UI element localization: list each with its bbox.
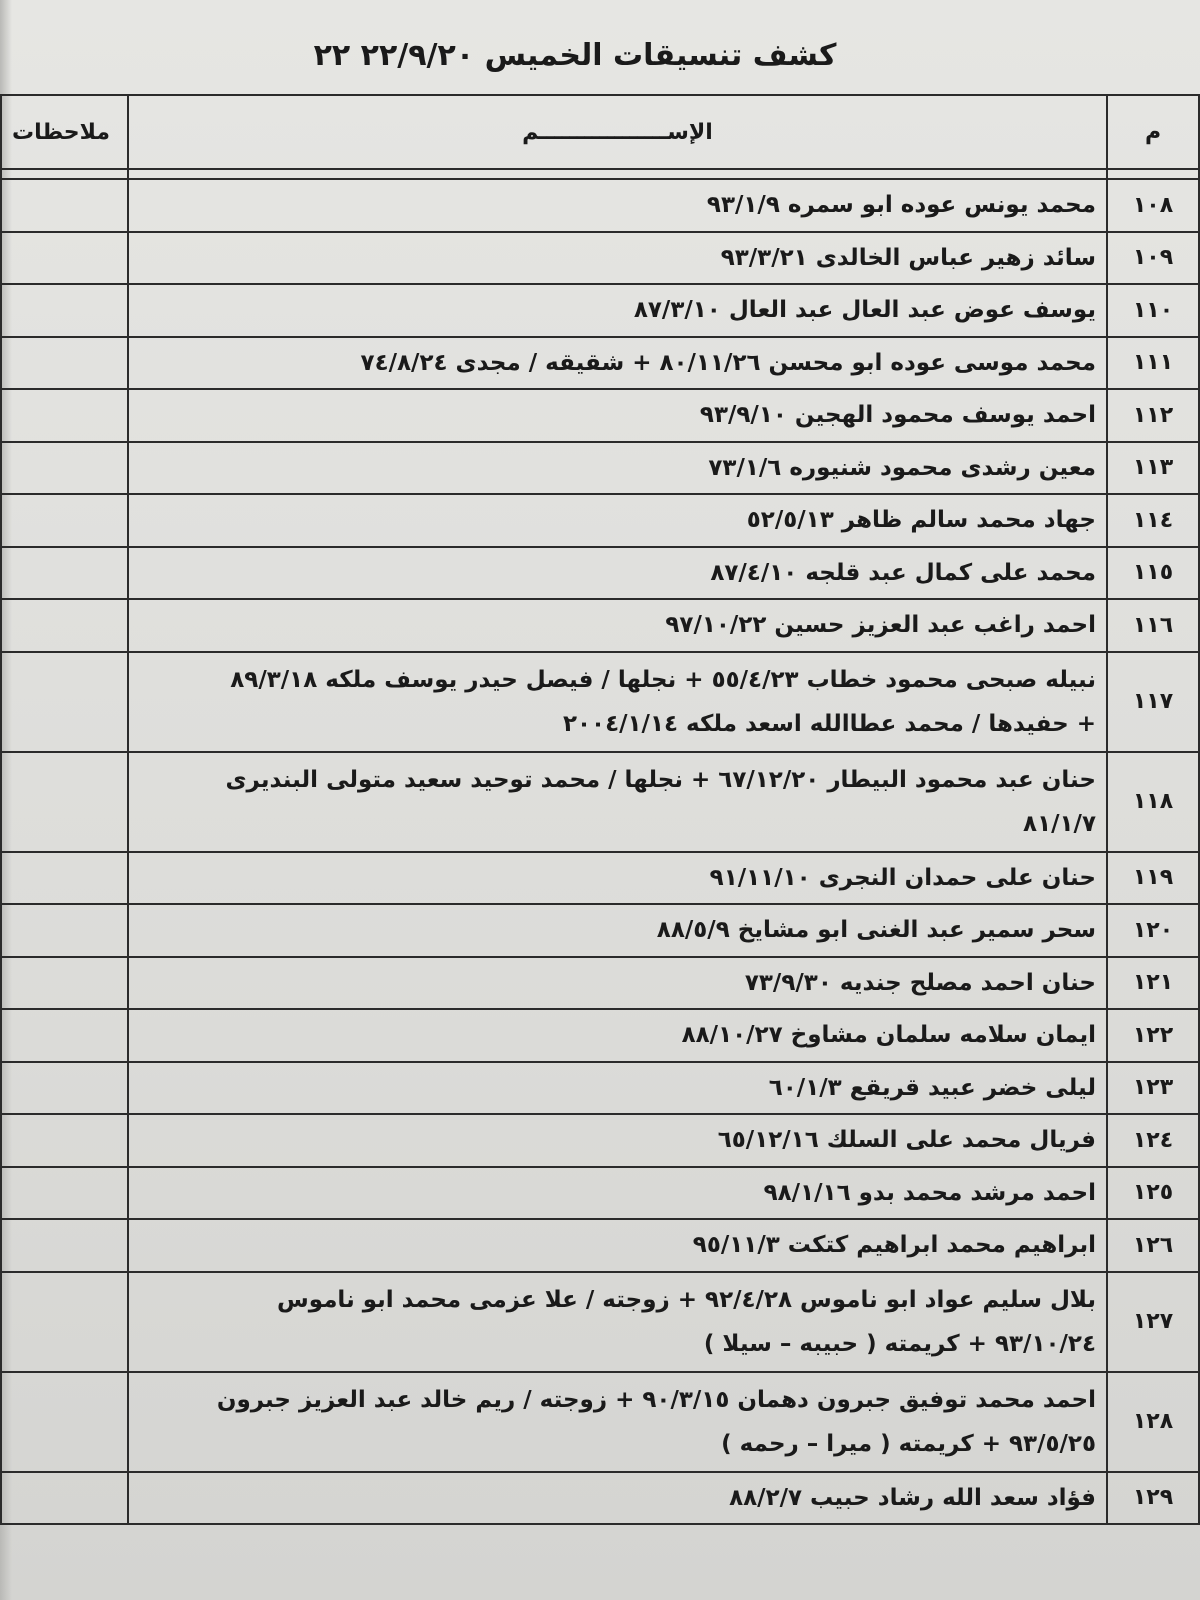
row-number: ١٢٠ xyxy=(1107,904,1199,957)
row-name: جهاد محمد سالم ظاهر ٥٢/٥/١٣ xyxy=(128,494,1107,547)
row-number: ١٢٨ xyxy=(1107,1372,1199,1472)
table-header-row xyxy=(1,95,1199,169)
row-number: ١١٥ xyxy=(1107,547,1199,600)
table-row xyxy=(1,232,1199,285)
row-notes xyxy=(1,1372,128,1472)
row-notes xyxy=(1,1472,128,1525)
table-row xyxy=(1,547,1199,600)
table-body xyxy=(1,179,1199,1524)
table-row xyxy=(1,1009,1199,1062)
table-row xyxy=(1,957,1199,1010)
row-name: فريال محمد على السلك ٦٥/١٢/١٦ xyxy=(128,1114,1107,1167)
table-row xyxy=(1,599,1199,652)
table-row xyxy=(1,1062,1199,1115)
header-gap-row xyxy=(1,169,1199,179)
row-name: ايمان سلامه سلمان مشاوخ ٨٨/١٠/٢٧ xyxy=(128,1009,1107,1062)
row-number: ١١٠ xyxy=(1107,284,1199,337)
row-name: احمد محمد توفيق جبرون دهمان ٩٠/٣/١٥ + زوجته / ريم خالد عبد العزيز جبرون ٩٣/٥/٢٥ + كريمته ( ميرا – رحمه ) xyxy=(128,1372,1107,1472)
row-notes xyxy=(1,232,128,285)
gap-cell xyxy=(1107,169,1199,179)
row-name: بلال سليم عواد ابو ناموس ٩٢/٤/٢٨ + زوجته / علا عزمى محمد ابو ناموس ٩٣/١٠/٢٤ + كريمته ( حبيبه – سيلا ) xyxy=(128,1272,1107,1372)
table-row xyxy=(1,179,1199,232)
gap-cell xyxy=(1,169,128,179)
row-number: ١٢٣ xyxy=(1107,1062,1199,1115)
row-notes xyxy=(1,1272,128,1372)
row-name: ابراهيم محمد ابراهيم كتكت ٩٥/١١/٣ xyxy=(128,1219,1107,1272)
row-notes xyxy=(1,337,128,390)
row-number: ١٠٩ xyxy=(1107,232,1199,285)
row-name: محمد موسى عوده ابو محسن ٨٠/١١/٢٦ + شقيقه / مجدى ٧٤/٨/٢٤ xyxy=(128,337,1107,390)
row-number: ١١٢ xyxy=(1107,389,1199,442)
table-row xyxy=(1,494,1199,547)
row-name: حنان احمد مصلح جنديه ٧٣/٩/٣٠ xyxy=(128,957,1107,1010)
gap-cell xyxy=(128,169,1107,179)
row-notes xyxy=(1,904,128,957)
row-notes xyxy=(1,1167,128,1220)
row-number: ١١٩ xyxy=(1107,852,1199,905)
row-number: ١٢٥ xyxy=(1107,1167,1199,1220)
row-name: نبيله صبحى محمود خطاب ٥٥/٤/٢٣ + نجلها / فيصل حيدر يوسف ملكه ٨٩/٣/١٨ + حفيدها / محمد عطاالله اسعد ملكه ٢٠٠٤/١/١٤ xyxy=(128,652,1107,752)
row-name: حنان عبد محمود البيطار ٦٧/١٢/٢٠ + نجلها / محمد توحيد سعيد متولى البنديرى ٨١/١/٧ xyxy=(128,752,1107,852)
table-row xyxy=(1,284,1199,337)
row-number: ١١٦ xyxy=(1107,599,1199,652)
row-number: ١١٨ xyxy=(1107,752,1199,852)
table-row xyxy=(1,852,1199,905)
row-notes xyxy=(1,1219,128,1272)
row-name: احمد مرشد محمد بدو ٩٨/١/١٦ xyxy=(128,1167,1107,1220)
row-notes xyxy=(1,1009,128,1062)
row-notes xyxy=(1,442,128,495)
row-notes xyxy=(1,1062,128,1115)
header-number: م xyxy=(1107,95,1199,169)
row-notes xyxy=(1,1114,128,1167)
table-row xyxy=(1,1372,1199,1472)
row-name: معين رشدى محمود شنيوره ٧٣/١/٦ xyxy=(128,442,1107,495)
row-notes xyxy=(1,652,128,752)
table-row xyxy=(1,652,1199,752)
row-number: ١١٧ xyxy=(1107,652,1199,752)
table-row xyxy=(1,1472,1199,1525)
row-notes xyxy=(1,547,128,600)
names-table xyxy=(0,94,1200,1525)
row-notes xyxy=(1,957,128,1010)
header-notes: ملاحظات xyxy=(1,95,128,169)
row-name: يوسف عوض عبد العال عبد العال ٨٧/٣/١٠ xyxy=(128,284,1107,337)
row-number: ١٠٨ xyxy=(1107,179,1199,232)
row-number: ١٢٤ xyxy=(1107,1114,1199,1167)
row-number: ١٢٧ xyxy=(1107,1272,1199,1372)
row-name: حنان على حمدان النجرى ٩١/١١/١٠ xyxy=(128,852,1107,905)
row-name: ليلى خضر عبيد قريقع ٦٠/١/٣ xyxy=(128,1062,1107,1115)
table-row xyxy=(1,442,1199,495)
row-notes xyxy=(1,852,128,905)
row-notes xyxy=(1,599,128,652)
names-table-container xyxy=(0,94,1200,1564)
row-notes xyxy=(1,494,128,547)
row-notes xyxy=(1,389,128,442)
row-number: ١٢٦ xyxy=(1107,1219,1199,1272)
table-row xyxy=(1,1167,1199,1220)
table-row xyxy=(1,1219,1199,1272)
row-number: ١١١ xyxy=(1107,337,1199,390)
table-row xyxy=(1,1272,1199,1372)
row-notes xyxy=(1,284,128,337)
row-name: احمد راغب عبد العزيز حسين ٩٧/١٠/٢٢ xyxy=(128,599,1107,652)
row-name: احمد يوسف محمود الهجين ٩٣/٩/١٠ xyxy=(128,389,1107,442)
row-number: ١٢٩ xyxy=(1107,1472,1199,1525)
document-title: كشف تنسيقات الخميس ٢٢/٩/٢٠ ٢٢ xyxy=(313,38,837,73)
table-row xyxy=(1,389,1199,442)
row-name: سحر سمير عبد الغنى ابو مشايخ ٨٨/٥/٩ xyxy=(128,904,1107,957)
row-name: فؤاد سعد الله رشاد حبيب ٨٨/٢/٧ xyxy=(128,1472,1107,1525)
row-number: ١٢٢ xyxy=(1107,1009,1199,1062)
header-name: الإســـــــــــــــــم xyxy=(128,95,1107,169)
row-notes xyxy=(1,179,128,232)
row-notes xyxy=(1,752,128,852)
table-row xyxy=(1,752,1199,852)
row-number: ١٢١ xyxy=(1107,957,1199,1010)
table-row xyxy=(1,337,1199,390)
row-name: محمد يونس عوده ابو سمره ٩٣/١/٩ xyxy=(128,179,1107,232)
row-name: محمد على كمال عبد قلجه ٨٧/٤/١٠ xyxy=(128,547,1107,600)
table-row xyxy=(1,904,1199,957)
table-row xyxy=(1,1114,1199,1167)
row-number: ١١٣ xyxy=(1107,442,1199,495)
row-name: سائد زهير عباس الخالدى ٩٣/٣/٢١ xyxy=(128,232,1107,285)
row-number: ١١٤ xyxy=(1107,494,1199,547)
